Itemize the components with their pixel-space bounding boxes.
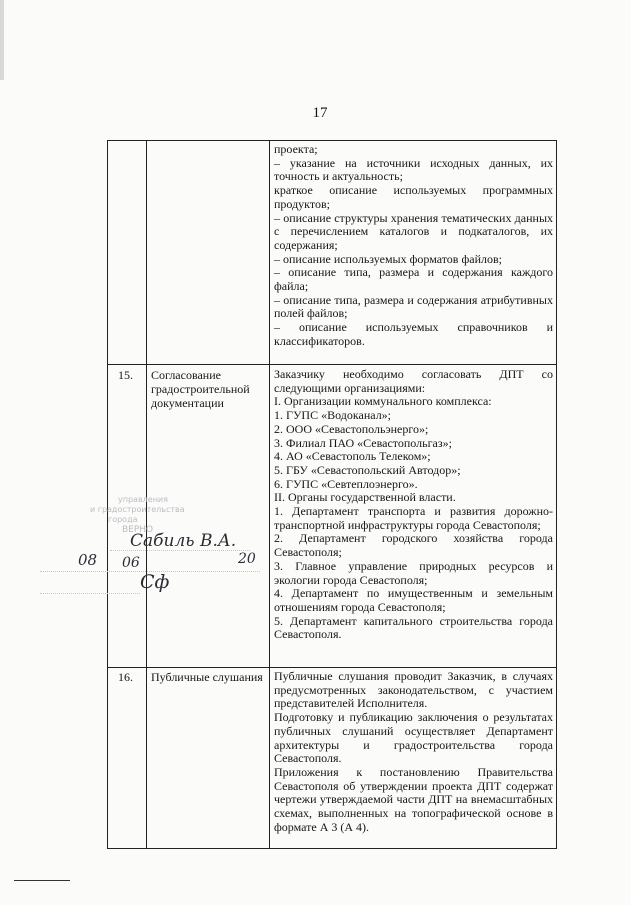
stamp-underline [110, 550, 250, 551]
paragraph: Заказчику необходимо согласовать ДПТ со следующими организациями: [274, 367, 553, 395]
stamp-verified-label: ВЕРНО [122, 525, 154, 535]
paragraph: – описание типа, размера и содержания каждого файла; [274, 265, 553, 294]
certification-stamp [40, 495, 280, 605]
paragraph: Приложения к постановлению Правительства Севастополя об утверждении проекта ДПТ содержат чертежи утверждаемой части ДПТ на внемасштабных схемах, выполненных на топографической основе в формате А 3 (А 4). [274, 764, 553, 834]
paragraph: 6. ГУПС «Севтеплоэнерго». [274, 476, 418, 491]
paragraph: – описание используемых справочников и классификаторов. [274, 320, 553, 348]
paragraph: – указание на источники исходных данных, их точность и актуальность; [274, 155, 553, 184]
table-row-continued-content [274, 143, 553, 349]
stamp-line: города [108, 515, 138, 524]
row-number: 15. [118, 368, 133, 382]
stamp-underline [40, 593, 140, 594]
table-row-divider-2 [107, 667, 557, 668]
paragraph: 1. ГУПС «Водоканал»; [274, 408, 392, 423]
paragraph: краткое описание используемых программных продуктов; [274, 183, 553, 211]
handwritten-day: 08 [78, 551, 98, 569]
paragraph: – описание используемых форматов файлов; [274, 251, 502, 266]
paragraph: 2. ООО «Севастопольэнерго»; [274, 421, 429, 436]
footer-rule [14, 880, 70, 881]
row-title: Согласование градостроительной документации [151, 368, 250, 410]
row-content [274, 368, 553, 642]
paragraph: I. Организации коммунального комплекса: [274, 394, 492, 409]
handwritten-signature: Сабиль В.А. [130, 531, 237, 551]
paragraph: Публичные слушания проводит Заказчик, в случаях предусмотренных законодательством, с участием представителей Исполнителя. [274, 669, 553, 711]
paragraph: 4. АО «Севастополь Телеком»; [274, 449, 431, 464]
paragraph: 1. Департамент транспорта и развития дорожно-транспортной инфраструктуры города Севастополя; [274, 504, 553, 532]
paragraph: 3. Филиал ПАО «Севастопольгаз»; [274, 435, 452, 450]
paragraph: – описание структуры хранения тематических данных с перечислением каталогов и подкаталогов, их содержания; [274, 210, 553, 252]
paragraph: 5. ГБУ «Севастопольский Автодор»; [274, 462, 461, 477]
paragraph: проекта; [274, 142, 318, 156]
row-title: Публичные слушания [151, 670, 263, 684]
scan-edge-mark [0, 0, 4, 80]
stamp-line: управления [118, 495, 168, 504]
paragraph: 4. Департамент по имущественным и земельным отношениям города Севастополя; [274, 586, 553, 614]
paragraph: 2. Департамент городского хозяйства города Севастополя; [274, 531, 553, 560]
handwritten-initials: Сф [140, 571, 170, 593]
table-row-divider-1 [107, 364, 557, 365]
paragraph: 5. Департамент капитального строительства города Севастополя. [274, 613, 553, 642]
stamp-line: и градостроительства [90, 505, 185, 514]
handwritten-year: 20 [238, 551, 256, 567]
paragraph: – описание типа, размера и содержания атрибутивных полей файлов; [274, 292, 553, 321]
paragraph: Подготовку и публикацию заключения о результатах публичных слушаний осуществляет Департамент архитектуры и градостроительства города Севастополя. [274, 710, 553, 766]
paragraph: 3. Главное управление природных ресурсов и экологии города Севастополя; [274, 558, 553, 587]
row-number: 16. [118, 670, 133, 684]
page-number: 17 [312, 105, 328, 121]
handwritten-month: 06 [122, 555, 140, 571]
row-content [274, 670, 553, 834]
paragraph: II. Органы государственной власти. [274, 490, 456, 505]
